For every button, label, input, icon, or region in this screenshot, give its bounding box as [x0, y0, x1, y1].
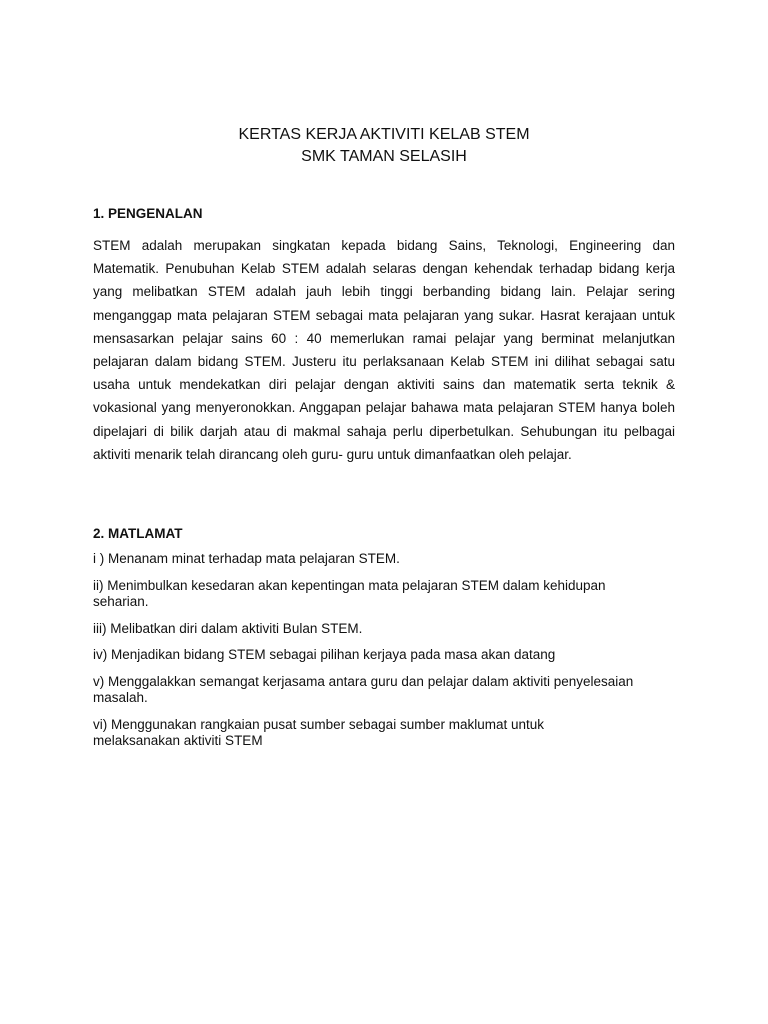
section-heading-matlamat: 2. MATLAMAT — [93, 526, 183, 541]
section-heading-pengenalan: 1. PENGENALAN — [93, 206, 203, 221]
objective-item: ii) Menimbulkan kesedaran akan kepentingan mata pelajaran STEM dalam kehidupan seharian. — [93, 577, 606, 609]
objective-item: v) Menggalakkan semangat kerjasama antara guru dan pelajar dalam aktiviti penyelesaian masalah. — [93, 673, 634, 705]
objective-item: iii) Melibatkan diri dalam aktiviti Bulan STEM. — [93, 620, 363, 636]
objective-item: i ) Menanam minat terhadap mata pelajaran STEM. — [93, 551, 400, 566]
objectives-list — [93, 551, 663, 760]
objective-item: iv) Menjadikan bidang STEM sebagai pilihan kerjaya pada masa akan datang — [93, 647, 556, 662]
title-line-1: KERTAS KERJA AKTIVITI KELAB STEM — [238, 126, 530, 143]
intro-paragraph: STEM adalah merupakan singkatan kepada bidang Sains, Teknologi, Engineering dan Matematik. Penubuhan Kelab STEM adalah selaras dengan kehendak terhadap bidang kerja yang melibatkan STEM adalah jauh lebih tinggi berbanding bidang lain. Pelajar sering menganggap mata pelajaran STEM sebagai mata pelajaran yang sukar. Hasrat kerajaan untuk mensasarkan pelajar sains 60 : 40 memerlukan ramai pelajar yang berminat melanjutkan pelajaran dalam bidang STEM. Justeru itu perlaksanaan Kelab STEM ini dilihat sebagai satu usaha untuk mendekatkan diri pelajar dengan aktiviti sains dan matematik serta teknik & vokasional yang menyeronokkan. Anggapan pelajar bahawa mata pelajaran STEM hanya boleh dipelajari di bilik darjah atau di makmal sahaja perlu diperbetulkan. Sehubungan itu pelbagai aktiviti menarik telah dirancang oleh guru- guru untuk dimanfaatkan oleh pelajar. — [93, 238, 675, 462]
document-title — [0, 124, 768, 168]
objective-item: vi) Menggunakan rangkaian pusat sumber sebagai sumber maklumat untuk melaksanakan aktiviti STEM — [93, 716, 544, 748]
title-line-2: SMK TAMAN SELASIH — [301, 148, 467, 165]
